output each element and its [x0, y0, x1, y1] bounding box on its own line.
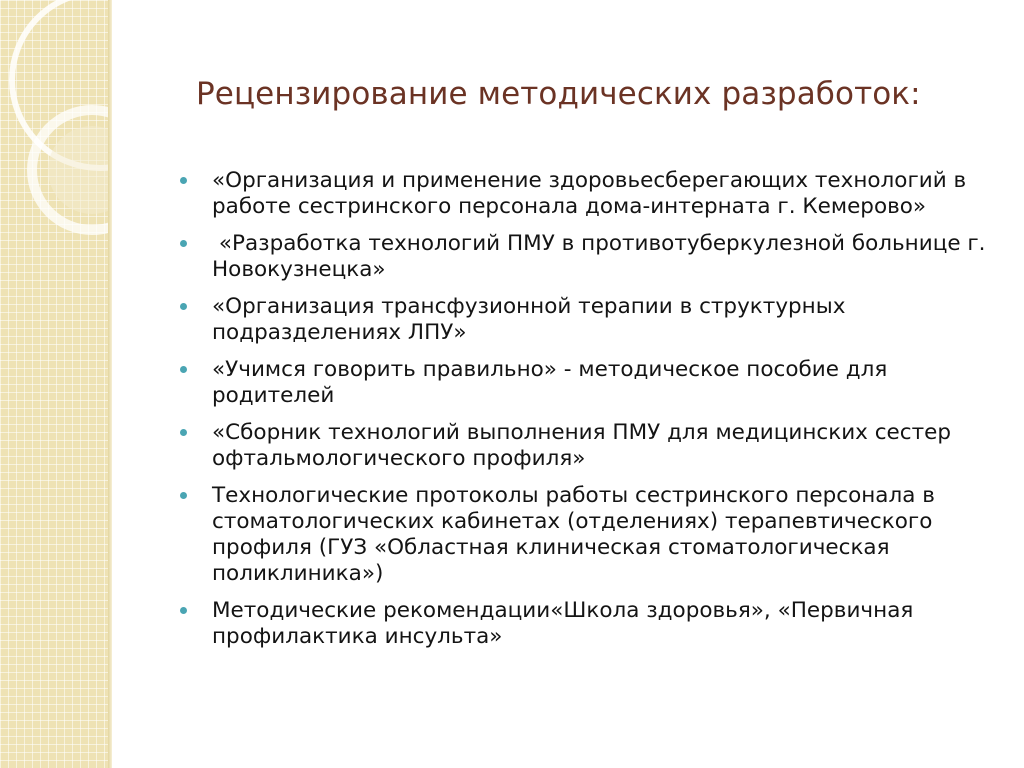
bullet-list: [180, 168, 1000, 661]
list-item: [180, 420, 1000, 472]
list-item-text: «Организация трансфузионной терапии в структурных подразделениях ЛПУ»: [212, 294, 846, 345]
list-item-text: «Разработка технологий ПМУ в противотуберкулезной больнице г. Новокузнецка»: [212, 231, 993, 282]
bullet-icon: [180, 240, 187, 247]
bullet-icon: [180, 607, 187, 614]
list-item-text: Методические рекомендации«Школа здоровья», «Первичная профилактика инсульта»: [212, 598, 914, 649]
list-item: [180, 483, 1000, 587]
bullet-icon: [180, 303, 187, 310]
sidebar-edge: [108, 0, 112, 768]
list-item-text: Технологические протоколы работы сестринского персонала в стоматологических кабинетах (отделениях) терапевтического профиля (ГУЗ «Областная клиническая стоматологическая поликлиника»): [212, 483, 935, 586]
list-item: [180, 357, 1000, 409]
bullet-icon: [180, 366, 187, 373]
bullet-icon: [180, 492, 187, 499]
decorative-sidebar: [0, 0, 112, 768]
list-item-text: «Организация и применение здоровьесберегающих технологий в работе сестринского персонала дома-интерната г. Кемерово»: [212, 168, 967, 219]
decorative-circles: [0, 0, 112, 768]
bullet-icon: [180, 177, 187, 184]
list-item-text: «Сборник технологий выполнения ПМУ для медицинских сестер офтальмологического профиля»: [212, 420, 951, 471]
list-item: [180, 168, 1000, 220]
list-item: [180, 598, 1000, 650]
slide-title: Рецензирование методических разработок:: [196, 76, 921, 112]
list-item: [180, 294, 1000, 346]
list-item-text: «Учимся говорить правильно» - методическое пособие для родителей: [212, 357, 888, 408]
list-item: [180, 231, 1000, 283]
bullet-icon: [180, 429, 187, 436]
